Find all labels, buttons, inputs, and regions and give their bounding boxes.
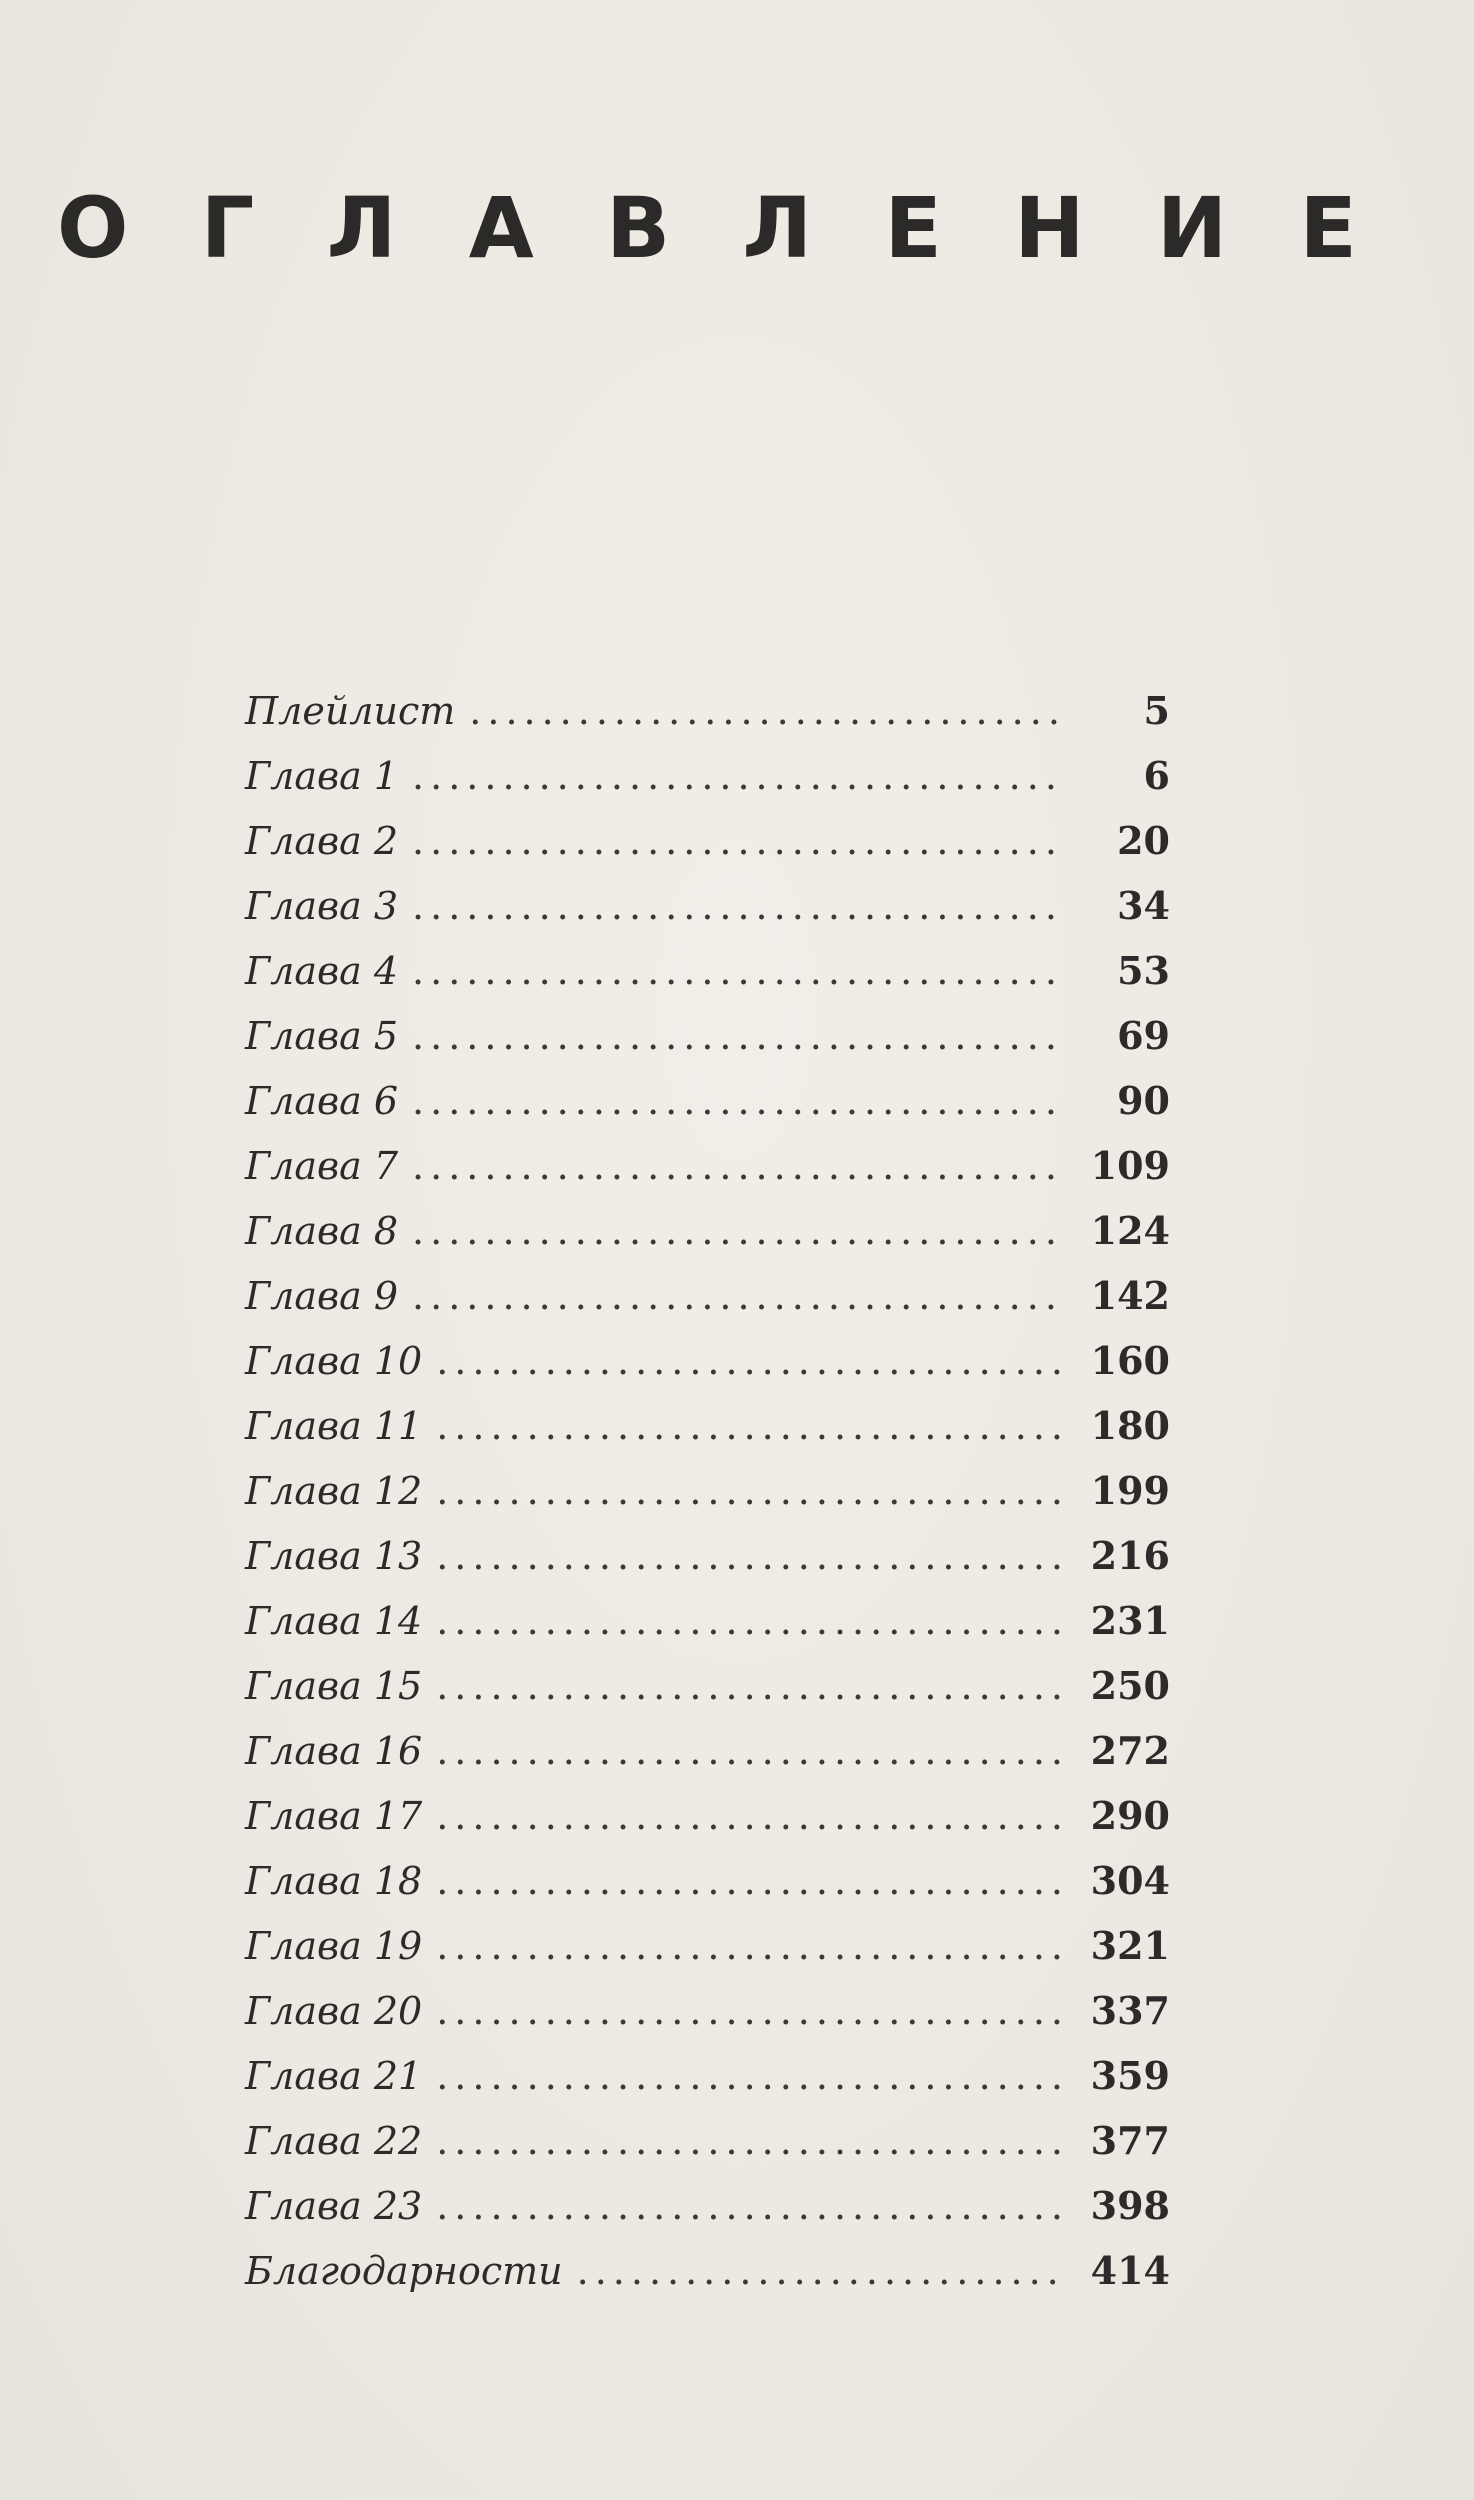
toc-entry-label: Глава 9 xyxy=(245,1274,399,1318)
toc-leader-dots xyxy=(436,2119,1066,2163)
toc-entry-label: Глава 17 xyxy=(245,1794,423,1838)
toc-entry-page: 337 xyxy=(1090,1988,1170,2033)
toc-entry xyxy=(245,2118,1170,2183)
toc-entry-page: 69 xyxy=(1117,1013,1170,1058)
toc-entry xyxy=(245,1338,1170,1403)
toc-entry-page: 231 xyxy=(1090,1598,1170,1643)
toc-entry xyxy=(245,818,1170,883)
toc-entry-label: Глава 22 xyxy=(245,2119,423,2163)
toc-entry-label: Глава 3 xyxy=(245,884,399,928)
toc-entry-label: Глава 13 xyxy=(245,1534,423,1578)
toc-entry-page: 34 xyxy=(1117,883,1170,928)
toc-entry-page: 304 xyxy=(1090,1858,1170,1903)
toc-entry-page: 414 xyxy=(1090,2248,1170,2293)
toc-leader-dots xyxy=(469,689,1066,733)
toc-entry-page: 250 xyxy=(1090,1663,1170,1708)
title-letter: Л xyxy=(326,179,397,277)
toc-entry xyxy=(245,1988,1170,2053)
title-letter: Н xyxy=(1014,179,1085,277)
toc-entry xyxy=(245,1403,1170,1468)
toc-entry xyxy=(245,1533,1170,1598)
toc-entry xyxy=(245,1923,1170,1988)
title-letter: Е xyxy=(884,179,942,277)
toc-leader-dots xyxy=(436,1469,1066,1513)
toc-entry xyxy=(245,1598,1170,1663)
toc-leader-dots xyxy=(412,819,1066,863)
page-title xyxy=(57,178,1357,278)
toc-entry-label: Глава 16 xyxy=(245,1729,423,1773)
toc-entry-label: Глава 6 xyxy=(245,1079,399,1123)
toc-entry-page: 199 xyxy=(1090,1468,1170,1513)
toc-entry xyxy=(245,1078,1170,1143)
toc-entry xyxy=(245,1858,1170,1923)
toc-entry-label: Плейлист xyxy=(245,689,456,733)
toc-leader-dots xyxy=(412,1144,1066,1188)
toc-entry-page: 160 xyxy=(1090,1338,1170,1383)
toc-entry-label: Глава 2 xyxy=(245,819,399,863)
toc-entry-page: 180 xyxy=(1090,1403,1170,1448)
toc-entry-label: Глава 4 xyxy=(245,949,399,993)
toc-entry-page: 6 xyxy=(1143,753,1170,798)
toc-entry-label: Глава 21 xyxy=(245,2054,423,2098)
toc-leader-dots xyxy=(436,1989,1066,2033)
toc-entry-page: 124 xyxy=(1090,1208,1170,1253)
title-letter: Е xyxy=(1299,179,1357,277)
toc-entry-label: Глава 1 xyxy=(245,754,399,798)
toc-leader-dots xyxy=(436,1729,1066,1773)
toc-entry xyxy=(245,753,1170,818)
toc-leader-dots xyxy=(436,1794,1066,1838)
toc-entry-label: Благодарности xyxy=(245,2249,563,2293)
title-letter: Л xyxy=(742,179,813,277)
toc-entry-page: 290 xyxy=(1090,1793,1170,1838)
toc-leader-dots xyxy=(412,884,1066,928)
toc-leader-dots xyxy=(436,1924,1066,1968)
toc-entry xyxy=(245,1143,1170,1208)
title-letter: В xyxy=(606,179,671,277)
toc-entry-page: 216 xyxy=(1090,1533,1170,1578)
toc-entry-label: Глава 20 xyxy=(245,1989,423,2033)
toc-leader-dots xyxy=(436,1599,1066,1643)
toc-entry-page: 377 xyxy=(1090,2118,1170,2163)
toc-entry xyxy=(245,1013,1170,1078)
toc-entry-label: Глава 23 xyxy=(245,2184,423,2228)
toc-entry xyxy=(245,1663,1170,1728)
toc-entry-label: Глава 8 xyxy=(245,1209,399,1253)
toc-entry xyxy=(245,2053,1170,2118)
toc-entry-label: Глава 11 xyxy=(245,1404,423,1448)
toc-entry-page: 53 xyxy=(1117,948,1170,993)
toc-entry-page: 20 xyxy=(1117,818,1170,863)
toc-entry-label: Глава 15 xyxy=(245,1664,423,1708)
toc-entry-label: Глава 18 xyxy=(245,1859,423,1903)
toc-entry xyxy=(245,2183,1170,2248)
toc-entry-page: 5 xyxy=(1143,688,1170,733)
toc-entry xyxy=(245,1468,1170,1533)
toc-entry xyxy=(245,1793,1170,1858)
toc-leader-dots xyxy=(436,1534,1066,1578)
toc-leader-dots xyxy=(436,1664,1066,1708)
toc-entry-page: 109 xyxy=(1090,1143,1170,1188)
toc-entry-label: Глава 14 xyxy=(245,1599,423,1643)
toc-leader-dots xyxy=(412,1079,1066,1123)
toc-entry-label: Глава 5 xyxy=(245,1014,399,1058)
toc-leader-dots xyxy=(412,754,1066,798)
toc-leader-dots xyxy=(436,1339,1066,1383)
toc-leader-dots xyxy=(436,1404,1066,1448)
toc-entry xyxy=(245,1208,1170,1273)
title-letter: Г xyxy=(200,179,255,277)
toc-leader-dots xyxy=(412,1014,1066,1058)
toc-leader-dots xyxy=(436,2184,1066,2228)
toc-entry xyxy=(245,2248,1170,2313)
toc-leader-dots xyxy=(436,1859,1066,1903)
toc-entry-page: 90 xyxy=(1117,1078,1170,1123)
toc-entry-page: 359 xyxy=(1090,2053,1170,2098)
toc-leader-dots xyxy=(412,1209,1066,1253)
toc-entry-label: Глава 10 xyxy=(245,1339,423,1383)
title-letter: И xyxy=(1156,179,1228,277)
toc-entry-page: 272 xyxy=(1090,1728,1170,1773)
toc-leader-dots xyxy=(412,949,1066,993)
toc-entry-page: 142 xyxy=(1090,1273,1170,1318)
toc-leader-dots xyxy=(412,1274,1066,1318)
toc-leader-dots xyxy=(577,2249,1066,2293)
toc-entry-page: 321 xyxy=(1090,1923,1170,1968)
toc-entry xyxy=(245,883,1170,948)
toc-entry xyxy=(245,948,1170,1013)
toc-leader-dots xyxy=(436,2054,1066,2098)
toc-entry xyxy=(245,1273,1170,1338)
title-letter: О xyxy=(57,179,129,277)
toc-entry xyxy=(245,688,1170,753)
toc-entry-label: Глава 19 xyxy=(245,1924,423,1968)
toc-entry-label: Глава 7 xyxy=(245,1144,399,1188)
toc-entry-label: Глава 12 xyxy=(245,1469,423,1513)
toc-entry-page: 398 xyxy=(1090,2183,1170,2228)
toc-entry xyxy=(245,1728,1170,1793)
table-of-contents xyxy=(245,688,1170,2313)
title-letter: А xyxy=(468,179,534,277)
